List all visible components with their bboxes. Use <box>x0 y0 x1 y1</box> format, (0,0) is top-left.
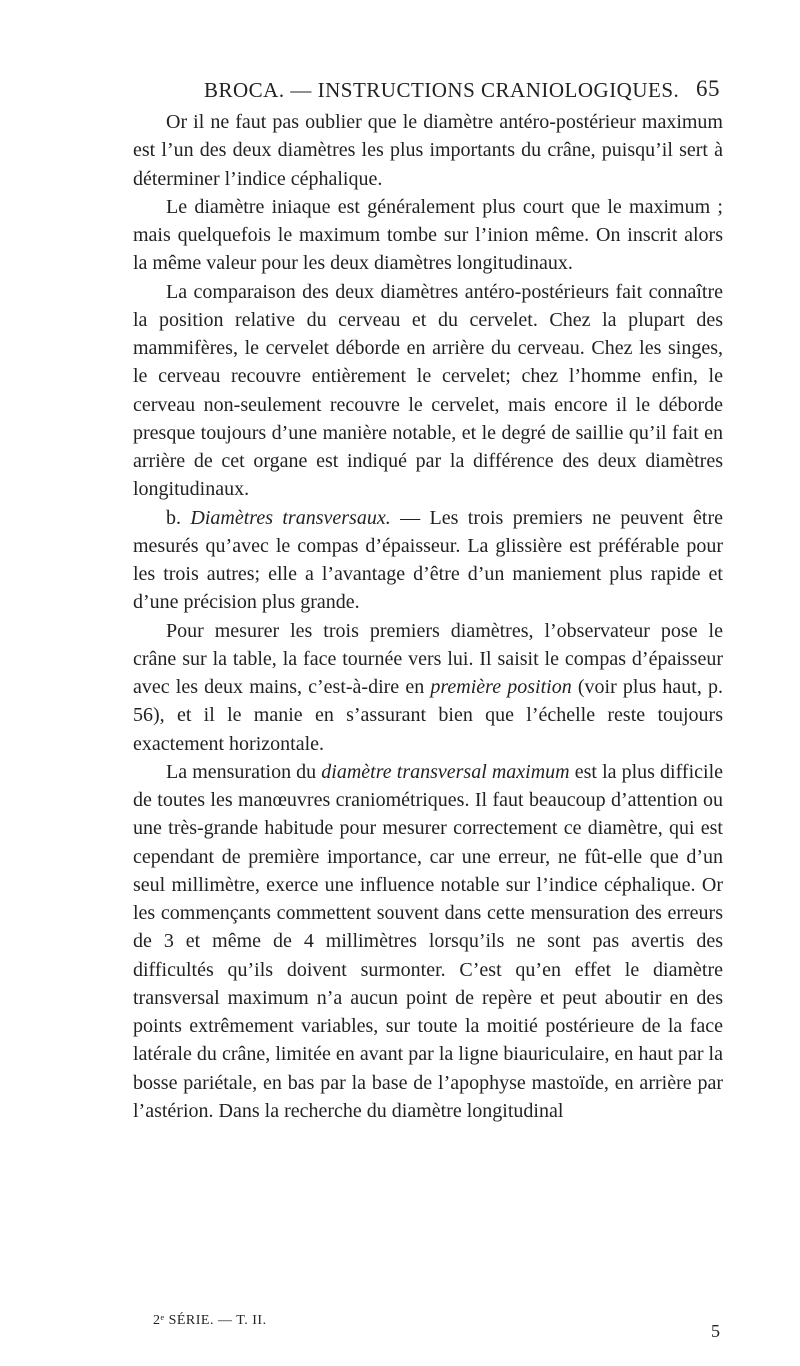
text-run: b. <box>166 506 191 529</box>
page-number: 65 <box>696 76 720 101</box>
paragraph <box>133 108 723 193</box>
paragraph <box>133 504 723 617</box>
paragraph <box>133 193 723 278</box>
text-run: Pour mesurer les trois premiers diamètres, l’observateur pose le crâne sur la table, la face tournée vers lui. Il saisit le compas d’épaisseur avec les deux mains, c’est-à-dire en <box>133 619 723 698</box>
sheet-number: 5 <box>711 1321 720 1341</box>
text-run: Or il ne faut pas oublier que le diamètre antéro-postérieur maximum est l’un des deux diamètres les plus importants du crâne, puisqu’il sert à déterminer l’indice céphalique. <box>133 111 723 190</box>
text-run: — Les trois premiers ne peuvent être mesurés qu’avec le compas d’épaisseur. La glissière est préférable pour les trois autres; elle a l’avantage d’être d’un maniement plus rapide et d’une précision plus grande. <box>133 506 724 614</box>
italic-term: première position <box>430 676 572 698</box>
paragraph <box>133 617 723 758</box>
paragraph <box>133 758 723 1125</box>
text-run: Le diamètre iniaque est généralement plus court que le maximum ; mais quelquefois le maximum tombe sur l’inion même. On inscrit alors la même valeur pour les deux diamètres longitudinaux. <box>133 195 723 275</box>
section-heading: Diamètres transversaux. <box>190 506 391 529</box>
page-footer <box>133 1305 723 1341</box>
running-head: BROCA. — INSTRUCTIONS CRANIOLOGIQUES. <box>204 78 680 102</box>
text-run: est la plus difficile de toutes les manœuvres craniométriques. Il faut beaucoup d’attention ou une très-grande habitude pour mesurer correctement ce diamètre, qui est cependant de première importance, car une erreur, ne fût-elle que d’un seul millimètre, exerce une influence notable sur l’indice céphalique. Or les commençants commettent souvent dans cette mensuration des erreurs de 3 et même de 4 millimètres lorsqu’ils ne sont pas avertis des difficultés qu’ils doivent surmonter. C’est qu’en effet le diamètre transversal maximum n’a aucun point de repère et peut aboutir en des points extrêmement variables, sur toute la moitié postérieure de la face latérale du crâne, limitée en avant par la ligne biauriculaire, en haut par la bosse pariétale, en bas par la base de l’apophyse mastoïde, en arrière par l’astérion. Dans la recherche du diamètre longitudinal <box>133 760 724 1122</box>
printer-signature: 2ᵉ SÉRIE. — T. II. <box>153 1313 267 1328</box>
italic-term: diamètre transversal maximum <box>321 760 570 783</box>
text-run: La mensuration du <box>166 760 322 783</box>
page-header <box>204 76 724 106</box>
text-run: La comparaison des deux diamètres antéro-postérieurs fait connaître la position relative du cerveau et du cervelet. Chez la plupart des mammifères, le cervelet déborde en arrière du cerveau. Chez les singes, le cerveau recouvre entièrement le cervelet; chez l’homme enfin, le cerveau non-seulement recouvre le cervelet, mais encore il le déborde presque toujours d’une manière notable, et le degré de saillie qu’il fait en arrière de cet organe est indiqué par la différence des deux diamètres longitudinaux. <box>133 280 723 501</box>
body-text <box>133 108 723 1125</box>
paragraph <box>133 278 723 504</box>
text-run: (voir plus haut, p. 56), et il le manie en s’assurant bien que l’échelle reste toujours exactement horizontale. <box>133 676 723 755</box>
